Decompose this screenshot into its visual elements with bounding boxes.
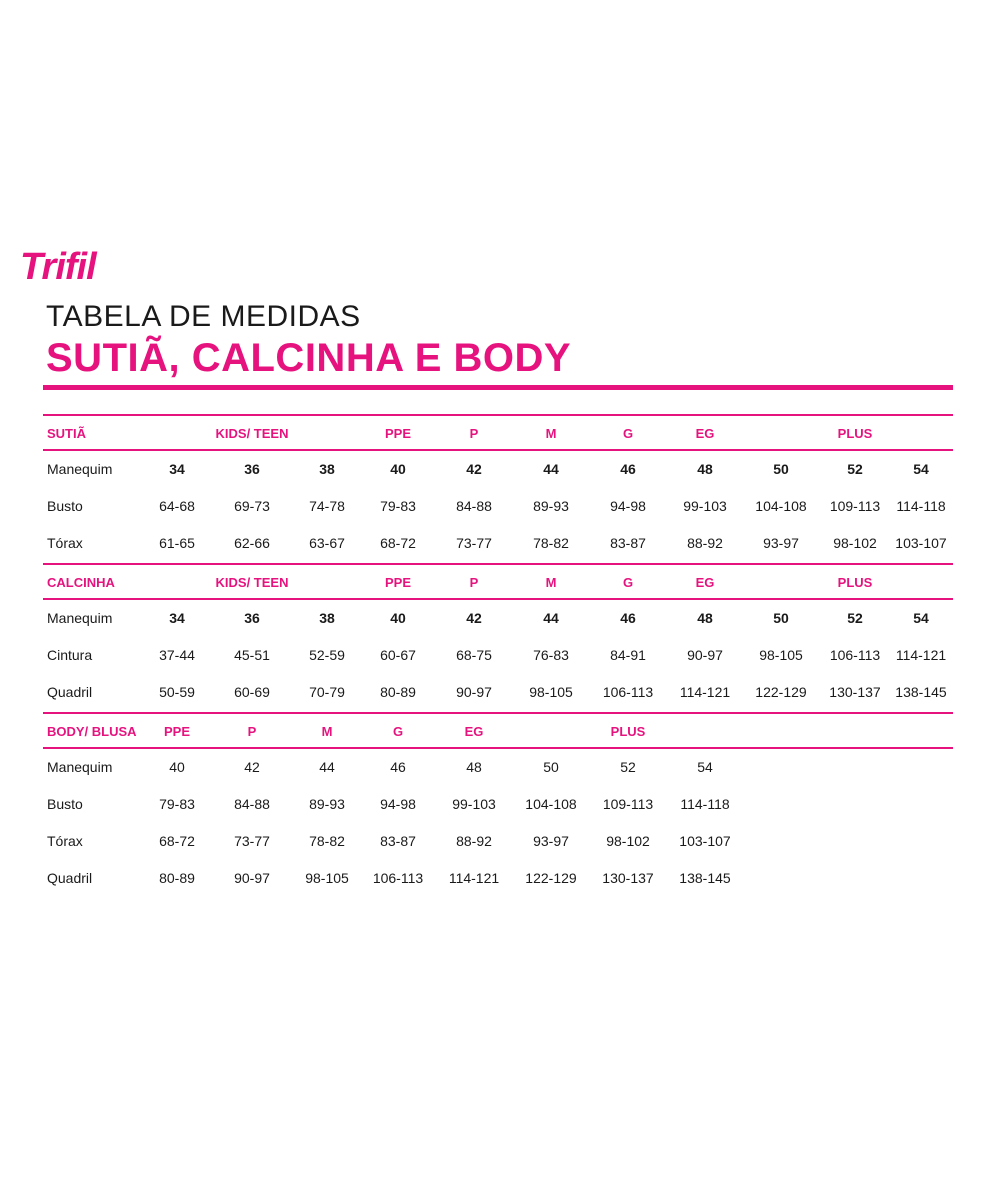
table-cell: 44	[543, 610, 559, 626]
table-row	[43, 749, 953, 786]
row-label: Tórax	[47, 535, 83, 551]
table-cell: 40	[390, 461, 406, 477]
table-cell: 138-145	[679, 870, 731, 886]
table-cell: 106-113	[602, 684, 654, 700]
size-category-header: P	[469, 426, 479, 441]
table-cell: 70-79	[309, 684, 345, 700]
table-cell: 63-67	[309, 535, 345, 551]
table-cell: 83-87	[380, 833, 416, 849]
table-cell: 50	[543, 759, 559, 775]
table-cell: 52-59	[309, 647, 345, 663]
table-heading: SUTIÃ	[47, 426, 86, 441]
table-cell: 68-72	[380, 535, 416, 551]
table-cell: 84-88	[456, 498, 492, 514]
size-category-header: EG	[695, 426, 715, 441]
size-category-header: M	[321, 724, 333, 739]
page-subtitle: SUTIÃ, CALCINHA E BODY	[46, 336, 572, 380]
table-cell: 114-121	[679, 684, 731, 700]
table-cell: 80-89	[159, 870, 195, 886]
table-heading: CALCINHA	[47, 575, 115, 590]
size-category-header: PPE	[384, 575, 412, 590]
table-header-row	[43, 414, 953, 451]
table-cell: 50	[773, 610, 789, 626]
table-cell: 42	[466, 461, 482, 477]
table-cell: 79-83	[380, 498, 416, 514]
table-cell: 78-82	[309, 833, 345, 849]
table-cell: 64-68	[159, 498, 195, 514]
table-cell: 68-75	[456, 647, 492, 663]
row-label: Quadril	[47, 684, 93, 700]
size-category-header: KIDS/ TEEN	[215, 575, 289, 590]
size-category-header: G	[622, 426, 634, 441]
table-cell: 109-113	[829, 498, 881, 514]
table-heading: BODY/ BLUSA	[47, 724, 137, 739]
table-cell: 46	[620, 610, 636, 626]
title-divider	[43, 385, 953, 390]
table-cell: 104-108	[525, 796, 577, 812]
table-header-row	[43, 563, 953, 600]
table-row	[43, 674, 953, 711]
table-cell: 48	[697, 610, 713, 626]
table-cell: 38	[319, 610, 335, 626]
table-cell: 36	[244, 610, 260, 626]
table-cell: 62-66	[234, 535, 270, 551]
size-category-header: G	[622, 575, 634, 590]
size-category-header: EG	[695, 575, 715, 590]
size-category-header: P	[469, 575, 479, 590]
table-cell: 44	[319, 759, 335, 775]
table-cell: 114-118	[680, 796, 730, 812]
table-cell: 84-88	[234, 796, 270, 812]
table-cell: 76-83	[533, 647, 569, 663]
size-category-header: PLUS	[837, 575, 873, 590]
size-category-header: G	[392, 724, 404, 739]
row-label: Tórax	[47, 833, 83, 849]
table-cell: 60-67	[380, 647, 416, 663]
table-cell: 94-98	[380, 796, 416, 812]
table-cell: 98-105	[305, 870, 349, 886]
table-cell: 98-105	[759, 647, 803, 663]
row-label: Quadril	[47, 870, 93, 886]
table-cell: 99-103	[452, 796, 496, 812]
table-cell: 44	[543, 461, 559, 477]
table-cell: 83-87	[610, 535, 646, 551]
table-cell: 98-105	[529, 684, 573, 700]
table-cell: 74-78	[309, 498, 345, 514]
table-cell: 106-113	[372, 870, 424, 886]
table-cell: 89-93	[533, 498, 569, 514]
table-cell: 114-118	[896, 498, 946, 514]
table-cell: 88-92	[687, 535, 723, 551]
brand-logo: Trifil	[20, 246, 96, 288]
table-cell: 34	[169, 461, 185, 477]
table-cell: 61-65	[159, 535, 195, 551]
table-cell: 98-102	[606, 833, 650, 849]
table-cell: 109-113	[602, 796, 654, 812]
table-cell: 80-89	[380, 684, 416, 700]
table-cell: 99-103	[683, 498, 727, 514]
size-category-header: KIDS/ TEEN	[215, 426, 289, 441]
table-cell: 93-97	[533, 833, 569, 849]
table-cell: 93-97	[763, 535, 799, 551]
table-cell: 106-113	[829, 647, 881, 663]
table-cell: 103-107	[679, 833, 731, 849]
page-title: TABELA DE MEDIDAS	[46, 300, 361, 333]
table-row	[43, 860, 953, 897]
table-cell: 122-129	[525, 870, 577, 886]
table-cell: 89-93	[309, 796, 345, 812]
table-cell: 36	[244, 461, 260, 477]
table-cell: 73-77	[456, 535, 492, 551]
table-cell: 68-72	[159, 833, 195, 849]
table-cell: 98-102	[833, 535, 877, 551]
table-cell: 78-82	[533, 535, 569, 551]
table-cell: 79-83	[159, 796, 195, 812]
table-cell: 52	[847, 610, 863, 626]
table-cell: 90-97	[687, 647, 723, 663]
row-label: Manequim	[47, 610, 113, 626]
table-cell: 69-73	[234, 498, 270, 514]
table-cell: 84-91	[610, 647, 646, 663]
table-cell: 104-108	[755, 498, 807, 514]
row-label: Cintura	[47, 647, 93, 663]
table-cell: 46	[390, 759, 406, 775]
table-row	[43, 600, 953, 637]
size-category-header: M	[545, 575, 557, 590]
table-row	[43, 488, 953, 525]
row-label: Manequim	[47, 759, 113, 775]
table-cell: 103-107	[895, 535, 947, 551]
table-cell: 54	[913, 610, 929, 626]
table-cell: 48	[697, 461, 713, 477]
table-cell: 54	[697, 759, 713, 775]
table-cell: 40	[169, 759, 185, 775]
table-cell: 42	[466, 610, 482, 626]
table-cell: 46	[620, 461, 636, 477]
table-cell: 130-137	[602, 870, 654, 886]
table-calcinha	[43, 563, 953, 711]
table-cell: 38	[319, 461, 335, 477]
table-row	[43, 786, 953, 823]
table-cell: 90-97	[234, 870, 270, 886]
table-cell: 88-92	[456, 833, 492, 849]
table-cell: 60-69	[234, 684, 270, 700]
table-row	[43, 525, 953, 562]
table-row	[43, 637, 953, 674]
table-cell: 54	[913, 461, 929, 477]
table-cell: 42	[244, 759, 260, 775]
table-cell: 122-129	[755, 684, 807, 700]
table-cell: 90-97	[456, 684, 492, 700]
row-label: Manequim	[47, 461, 113, 477]
row-label: Busto	[47, 498, 83, 514]
size-category-header: PPE	[384, 426, 412, 441]
table-cell: 50	[773, 461, 789, 477]
table-cell: 130-137	[829, 684, 881, 700]
table-cell: 50-59	[159, 684, 195, 700]
size-category-header: M	[545, 426, 557, 441]
size-category-header: EG	[464, 724, 484, 739]
table-cell: 52	[847, 461, 863, 477]
table-cell: 73-77	[234, 833, 270, 849]
table-cell: 114-121	[448, 870, 500, 886]
table-row	[43, 823, 953, 860]
table-cell: 40	[390, 610, 406, 626]
table-cell: 114-121	[895, 647, 947, 663]
table-sutia	[43, 414, 953, 562]
size-category-header: PLUS	[610, 724, 646, 739]
row-label: Busto	[47, 796, 83, 812]
table-cell: 94-98	[610, 498, 646, 514]
size-category-header: PLUS	[837, 426, 873, 441]
table-cell: 52	[620, 759, 636, 775]
size-category-header: PPE	[163, 724, 191, 739]
table-row	[43, 451, 953, 488]
size-category-header: P	[247, 724, 257, 739]
table-cell: 37-44	[159, 647, 195, 663]
table-cell: 34	[169, 610, 185, 626]
table-body-blusa	[43, 712, 953, 897]
table-cell: 48	[466, 759, 482, 775]
table-header-row	[43, 712, 953, 749]
table-cell: 138-145	[895, 684, 947, 700]
table-cell: 45-51	[234, 647, 270, 663]
